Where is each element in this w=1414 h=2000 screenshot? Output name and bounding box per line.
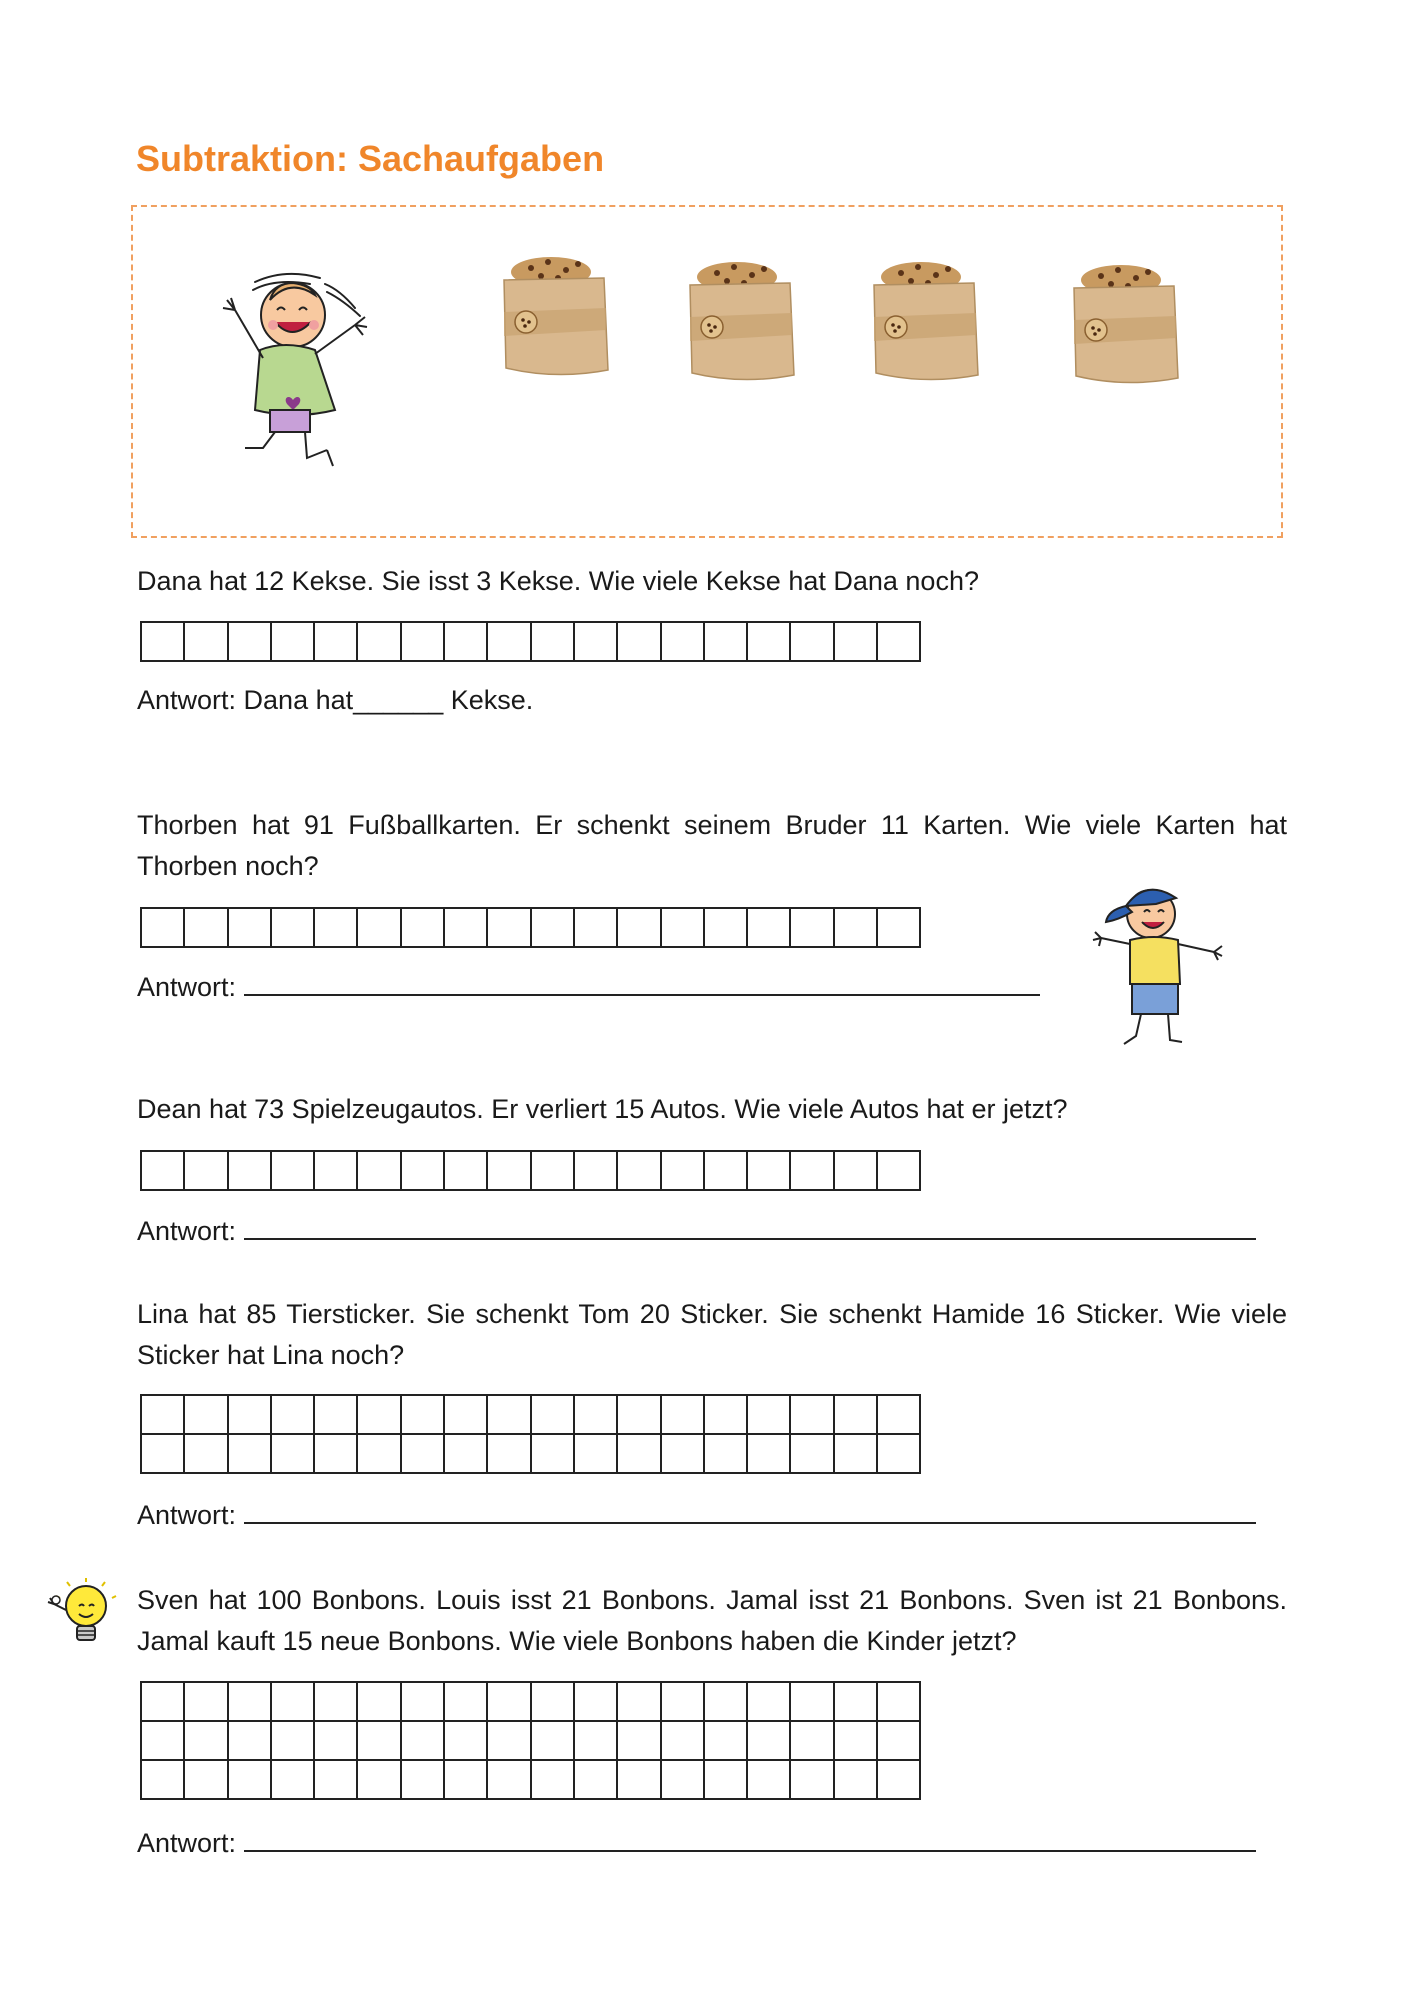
cookie-bag-icon bbox=[682, 255, 802, 395]
grid-cell[interactable] bbox=[401, 1721, 444, 1760]
grid-cell[interactable] bbox=[314, 1721, 357, 1760]
grid-cell[interactable] bbox=[790, 908, 833, 947]
grid-cell[interactable] bbox=[228, 1151, 271, 1190]
grid-cell[interactable] bbox=[704, 1151, 747, 1190]
grid-cell[interactable] bbox=[574, 1760, 617, 1799]
grid-cell[interactable] bbox=[184, 908, 227, 947]
grid-cell[interactable] bbox=[141, 1682, 184, 1721]
grid-cell[interactable] bbox=[531, 1434, 574, 1473]
grid-cell[interactable] bbox=[617, 908, 660, 947]
task-4-answer[interactable] bbox=[137, 1500, 1256, 1531]
grid-cell[interactable] bbox=[574, 908, 617, 947]
task-1-question: Dana hat 12 Kekse. Sie isst 3 Kekse. Wie viele Kekse hat Dana noch? bbox=[137, 566, 979, 596]
grid-cell[interactable] bbox=[184, 1721, 227, 1760]
grid-cell[interactable] bbox=[444, 1721, 487, 1760]
grid-cell[interactable] bbox=[661, 1760, 704, 1799]
grid-cell[interactable] bbox=[531, 1721, 574, 1760]
grid-cell[interactable] bbox=[704, 1721, 747, 1760]
grid-cell[interactable] bbox=[444, 1434, 487, 1473]
answer-label: Antwort: bbox=[137, 1500, 244, 1530]
task-5-answer[interactable] bbox=[137, 1828, 1256, 1859]
task-1-grid[interactable] bbox=[140, 621, 921, 662]
grid-cell[interactable] bbox=[357, 1395, 400, 1434]
grid-cell[interactable] bbox=[834, 908, 877, 947]
grid-cell[interactable] bbox=[574, 1682, 617, 1721]
cookie-bag-icon bbox=[1066, 258, 1186, 398]
grid-cell[interactable] bbox=[141, 1721, 184, 1760]
grid-cell[interactable] bbox=[357, 1434, 400, 1473]
grid-cell[interactable] bbox=[617, 1151, 660, 1190]
grid-cell[interactable] bbox=[141, 1151, 184, 1190]
grid-cell[interactable] bbox=[747, 1721, 790, 1760]
lightbulb-icon bbox=[46, 1578, 116, 1656]
grid-cell[interactable] bbox=[141, 1760, 184, 1799]
grid-cell[interactable] bbox=[747, 622, 790, 661]
task-5-question: Sven hat 100 Bonbons. Louis isst 21 Bonbons. Jamal isst 21 Bonbons. Sven ist 21 Bonbons. Jamal kauft 15 neue Bonbons. Wie viele Bonbons haben die Kinder jetzt? bbox=[137, 1585, 1287, 1656]
grid-cell[interactable] bbox=[790, 1151, 833, 1190]
task-2-grid[interactable] bbox=[140, 907, 921, 948]
grid-cell[interactable] bbox=[747, 908, 790, 947]
grid-cell[interactable] bbox=[661, 1395, 704, 1434]
task-4-question: Lina hat 85 Tiersticker. Sie schenkt Tom 20 Sticker. Sie schenkt Hamide 16 Sticker. Wie viele Sticker hat Lina noch? bbox=[137, 1299, 1287, 1370]
grid-cell[interactable] bbox=[314, 1395, 357, 1434]
grid-cell[interactable] bbox=[704, 908, 747, 947]
grid-cell[interactable] bbox=[228, 908, 271, 947]
grid-cell[interactable] bbox=[747, 1682, 790, 1721]
grid-cell[interactable] bbox=[357, 1682, 400, 1721]
grid-cell[interactable] bbox=[401, 908, 444, 947]
grid-cell[interactable] bbox=[271, 1760, 314, 1799]
grid-cell[interactable] bbox=[228, 1682, 271, 1721]
grid-cell[interactable] bbox=[661, 1434, 704, 1473]
grid-cell[interactable] bbox=[487, 622, 530, 661]
grid-cell[interactable] bbox=[228, 622, 271, 661]
grid-cell[interactable] bbox=[617, 1721, 660, 1760]
grid-cell[interactable] bbox=[617, 1395, 660, 1434]
grid-cell[interactable] bbox=[184, 1395, 227, 1434]
grid-cell[interactable] bbox=[877, 1721, 920, 1760]
grid-cell[interactable] bbox=[574, 1395, 617, 1434]
grid-cell[interactable] bbox=[704, 622, 747, 661]
grid-cell[interactable] bbox=[314, 1760, 357, 1799]
grid-cell[interactable] bbox=[271, 1721, 314, 1760]
grid-cell[interactable] bbox=[141, 1434, 184, 1473]
task-5-grid[interactable] bbox=[140, 1681, 921, 1800]
answer-label: Antwort: bbox=[137, 972, 244, 1002]
grid-cell[interactable] bbox=[834, 622, 877, 661]
grid-cell[interactable] bbox=[357, 908, 400, 947]
answer-line[interactable] bbox=[244, 972, 1040, 996]
cookie-bag-icon bbox=[496, 250, 616, 390]
grid-cell[interactable] bbox=[141, 622, 184, 661]
grid-cell[interactable] bbox=[401, 1434, 444, 1473]
grid-cell[interactable] bbox=[184, 1682, 227, 1721]
grid-cell[interactable] bbox=[834, 1151, 877, 1190]
grid-cell[interactable] bbox=[444, 622, 487, 661]
grid-cell[interactable] bbox=[357, 1760, 400, 1799]
grid-cell[interactable] bbox=[444, 908, 487, 947]
grid-cell[interactable] bbox=[877, 1682, 920, 1721]
answer-line[interactable] bbox=[244, 1500, 1256, 1524]
grid-cell[interactable] bbox=[790, 1434, 833, 1473]
grid-cell[interactable] bbox=[574, 1434, 617, 1473]
grid-cell[interactable] bbox=[184, 1151, 227, 1190]
grid-cell[interactable] bbox=[357, 1721, 400, 1760]
grid-cell[interactable] bbox=[444, 1395, 487, 1434]
grid-cell[interactable] bbox=[401, 1682, 444, 1721]
grid-cell[interactable] bbox=[617, 1434, 660, 1473]
grid-cell[interactable] bbox=[401, 1395, 444, 1434]
grid-cell[interactable] bbox=[401, 622, 444, 661]
grid-cell[interactable] bbox=[790, 622, 833, 661]
grid-cell[interactable] bbox=[141, 1395, 184, 1434]
grid-cell[interactable] bbox=[487, 1434, 530, 1473]
grid-cell[interactable] bbox=[877, 622, 920, 661]
grid-cell[interactable] bbox=[184, 1434, 227, 1473]
grid-cell[interactable] bbox=[314, 1151, 357, 1190]
grid-cell[interactable] bbox=[271, 908, 314, 947]
girl-jumping-icon bbox=[215, 270, 395, 470]
grid-cell[interactable] bbox=[877, 908, 920, 947]
grid-cell[interactable] bbox=[271, 1151, 314, 1190]
grid-cell[interactable] bbox=[271, 1434, 314, 1473]
grid-cell[interactable] bbox=[314, 908, 357, 947]
grid-cell[interactable] bbox=[401, 1151, 444, 1190]
boy-cap-icon bbox=[1096, 876, 1226, 1051]
grid-cell[interactable] bbox=[574, 1721, 617, 1760]
task-3-question: Dean hat 73 Spielzeugautos. Er verliert 15 Autos. Wie viele Autos hat er jetzt? bbox=[137, 1094, 1068, 1124]
grid-cell[interactable] bbox=[747, 1434, 790, 1473]
page-title: Subtraktion: Sachaufgaben bbox=[136, 138, 605, 179]
grid-cell[interactable] bbox=[574, 622, 617, 661]
grid-cell[interactable] bbox=[790, 1682, 833, 1721]
grid-cell[interactable] bbox=[487, 1721, 530, 1760]
grid-cell[interactable] bbox=[531, 1760, 574, 1799]
grid-cell[interactable] bbox=[487, 1682, 530, 1721]
grid-cell[interactable] bbox=[877, 1395, 920, 1434]
grid-cell[interactable] bbox=[661, 908, 704, 947]
grid-cell[interactable] bbox=[401, 1760, 444, 1799]
answer-label: Antwort: bbox=[137, 1828, 244, 1858]
task-2-answer[interactable] bbox=[137, 972, 1040, 1003]
grid-cell[interactable] bbox=[531, 1395, 574, 1434]
grid-cell[interactable] bbox=[661, 1151, 704, 1190]
task-3-answer[interactable] bbox=[137, 1216, 1256, 1247]
grid-cell[interactable] bbox=[184, 622, 227, 661]
grid-cell[interactable] bbox=[834, 1434, 877, 1473]
grid-cell[interactable] bbox=[704, 1682, 747, 1721]
grid-cell[interactable] bbox=[314, 622, 357, 661]
grid-cell[interactable] bbox=[228, 1434, 271, 1473]
grid-cell[interactable] bbox=[357, 622, 400, 661]
grid-cell[interactable] bbox=[531, 1151, 574, 1190]
grid-cell[interactable] bbox=[617, 1760, 660, 1799]
grid-cell[interactable] bbox=[790, 1721, 833, 1760]
grid-cell[interactable] bbox=[834, 1682, 877, 1721]
grid-cell[interactable] bbox=[531, 1682, 574, 1721]
grid-cell[interactable] bbox=[487, 1151, 530, 1190]
grid-cell[interactable] bbox=[661, 1721, 704, 1760]
grid-cell[interactable] bbox=[444, 1760, 487, 1799]
grid-cell[interactable] bbox=[228, 1760, 271, 1799]
grid-cell[interactable] bbox=[228, 1395, 271, 1434]
grid-cell[interactable] bbox=[790, 1760, 833, 1799]
grid-cell[interactable] bbox=[747, 1151, 790, 1190]
grid-cell[interactable] bbox=[531, 908, 574, 947]
grid-cell[interactable] bbox=[314, 1682, 357, 1721]
grid-cell[interactable] bbox=[834, 1760, 877, 1799]
grid-cell[interactable] bbox=[834, 1721, 877, 1760]
grid-cell[interactable] bbox=[531, 622, 574, 661]
grid-cell[interactable] bbox=[877, 1151, 920, 1190]
grid-cell[interactable] bbox=[228, 1721, 271, 1760]
task-2-question: Thorben hat 91 Fußballkarten. Er schenkt seinem Bruder 11 Karten. Wie viele Karten hat Thorben noch? bbox=[137, 810, 1287, 881]
grid-cell[interactable] bbox=[661, 1682, 704, 1721]
grid-cell[interactable] bbox=[444, 1682, 487, 1721]
grid-cell[interactable] bbox=[877, 1434, 920, 1473]
grid-cell[interactable] bbox=[184, 1760, 227, 1799]
grid-cell[interactable] bbox=[487, 908, 530, 947]
grid-cell[interactable] bbox=[704, 1760, 747, 1799]
grid-cell[interactable] bbox=[444, 1151, 487, 1190]
task-1-answer: Antwort: Dana hat______ Kekse. bbox=[137, 685, 534, 715]
grid-cell[interactable] bbox=[271, 622, 314, 661]
grid-cell[interactable] bbox=[747, 1395, 790, 1434]
grid-cell[interactable] bbox=[487, 1395, 530, 1434]
answer-line[interactable] bbox=[244, 1828, 1256, 1852]
answer-line[interactable] bbox=[244, 1216, 1256, 1240]
task-3-grid[interactable] bbox=[140, 1150, 921, 1191]
grid-cell[interactable] bbox=[790, 1395, 833, 1434]
grid-cell[interactable] bbox=[141, 908, 184, 947]
grid-cell[interactable] bbox=[487, 1760, 530, 1799]
grid-cell[interactable] bbox=[574, 1151, 617, 1190]
grid-cell[interactable] bbox=[617, 1682, 660, 1721]
grid-cell[interactable] bbox=[747, 1760, 790, 1799]
grid-cell[interactable] bbox=[834, 1395, 877, 1434]
grid-cell[interactable] bbox=[704, 1395, 747, 1434]
cookie-bag-icon bbox=[866, 255, 986, 395]
grid-cell[interactable] bbox=[704, 1434, 747, 1473]
grid-cell[interactable] bbox=[314, 1434, 357, 1473]
grid-cell[interactable] bbox=[271, 1682, 314, 1721]
grid-cell[interactable] bbox=[661, 622, 704, 661]
task-4-grid[interactable] bbox=[140, 1394, 921, 1474]
answer-label: Antwort: bbox=[137, 1216, 244, 1246]
grid-cell[interactable] bbox=[271, 1395, 314, 1434]
grid-cell[interactable] bbox=[357, 1151, 400, 1190]
grid-cell[interactable] bbox=[877, 1760, 920, 1799]
grid-cell[interactable] bbox=[617, 622, 660, 661]
